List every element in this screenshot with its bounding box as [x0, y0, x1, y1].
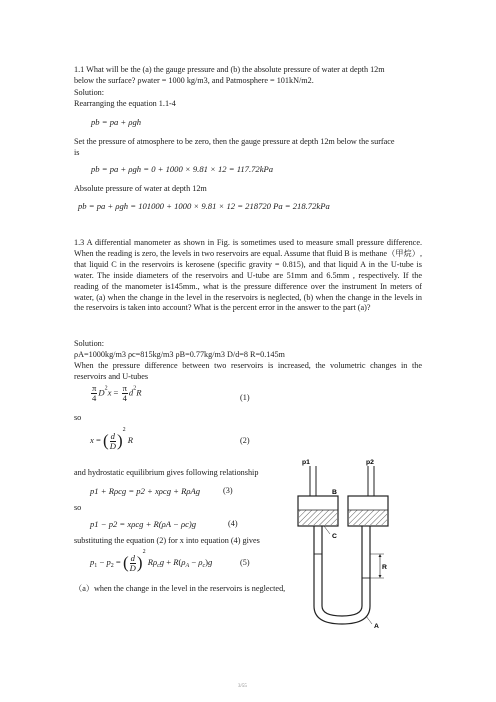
liquid-c-left — [299, 510, 337, 525]
volumetric-change-text: When the pressure difference between two reservoirs is increased, the volumetric changes in the reservoirs and U-tubes — [74, 361, 422, 381]
solution-label-1-3: Solution: — [74, 339, 105, 348]
rearranging-text: Rearranging the equation 1.1-4 — [74, 99, 176, 108]
label-c: C — [332, 533, 337, 540]
equation-4: p1 − p2 = xρcg + R(ρA − ρc)g — [90, 519, 197, 529]
equation-pb: pb = pa + ρgh — [91, 117, 142, 127]
problem-1-3-paragraph: 1.3 A differential manometer as shown in Fig. is sometimes used to measure small pressure difference. When the reading is zero, the levels in two reservoirs are equal. Assume that fluid B is methane（甲烷）, that liquid C in the reservoirs is kerosene (specific gravity = 0.815), and that liquid A in the U-tube is water. The inside diameters of the reservoirs and U-tube are 51mm and 6.5mm , respectively. If the reading of the manometer is145mm., what is the pressure difference over the instrument In meters of water, (a) when the change in the level in the reservoirs is neglected, (b) when the change in the levels in the reservoirs is taken into account? What is the percent error in the answer to the part (a)? — [74, 238, 422, 313]
u-tube-inner — [322, 526, 362, 616]
problem-1-1-question-line2: below the surface? ρwater = 1000 kg/m3, and Patmosphere = 101kN/m2. — [74, 76, 314, 85]
label-p2: p2 — [366, 459, 374, 466]
hydrostatic-text: and hydrostatic equilibrium gives following relationship — [74, 468, 259, 477]
differential-manometer-figure — [292, 456, 392, 631]
problem-1-1-question-line1: 1.1 What will be the (a) the gauge pressure and (b) the absolute pressure of water at depth 12m — [74, 65, 385, 74]
so-text-1: so — [74, 413, 82, 422]
absolute-pressure-label: Absolute pressure of water at depth 12m — [74, 184, 207, 193]
equation-1-number: (1) — [240, 393, 250, 402]
equation-gauge-pressure: pb = pa + ρgh = 0 + 1000 × 9.81 × 12 = 117.72kPa — [91, 164, 274, 174]
givens-line: ρA=1000kg/m3 ρc=815kg/m3 ρB=0.77kg/m3 D/d=8 R=0.145m — [74, 350, 285, 359]
equation-2: x = ( $\frac{d}{D}$ )$^2$ R — [90, 427, 134, 451]
equation-3-number: (3) — [223, 486, 233, 495]
label-r: R — [382, 564, 387, 571]
so-text-2: so — [74, 503, 82, 512]
part-a-text: （a）when the change in the level in the reservoirs is neglected, — [74, 584, 286, 593]
liquid-c-right — [349, 510, 387, 525]
equation-absolute-pressure: pb = pa + ρgh = 101000 + 1000 × 9.81 × 12 = 218720 Pa = 218.72kPa — [78, 201, 330, 211]
page-number: 3/55 — [238, 684, 247, 689]
equation-1: $\frac{\pi}{4}$ $D^2x$ = $\frac{\pi}{4}$ $d^2R$ — [92, 383, 142, 403]
label-p1: p1 — [302, 459, 310, 466]
substituting-text: substituting the equation (2) for x into equation (4) gives — [74, 536, 260, 545]
label-b: B — [332, 489, 337, 496]
equation-2-number: (2) — [240, 436, 250, 445]
set-pressure-text-line1: Set the pressure of atmosphere to be zero, then the gauge pressure at depth 12m below the surface — [74, 137, 395, 146]
equation-4-number: (4) — [228, 519, 238, 528]
solution-label: Solution: — [74, 88, 105, 97]
label-a: A — [374, 623, 379, 630]
equation-5-number: (5) — [240, 558, 250, 567]
equation-5: $p_1 - p_2$ = ( $\frac{d}{D}$ )$^2$ $R\rho_cg + R(\rho_A - \rho_c)g$ — [90, 549, 213, 573]
equation-3: p1 + Rρcg = p2 + xρcg + RρAg — [90, 486, 201, 496]
set-pressure-text-line2: is — [74, 148, 80, 157]
